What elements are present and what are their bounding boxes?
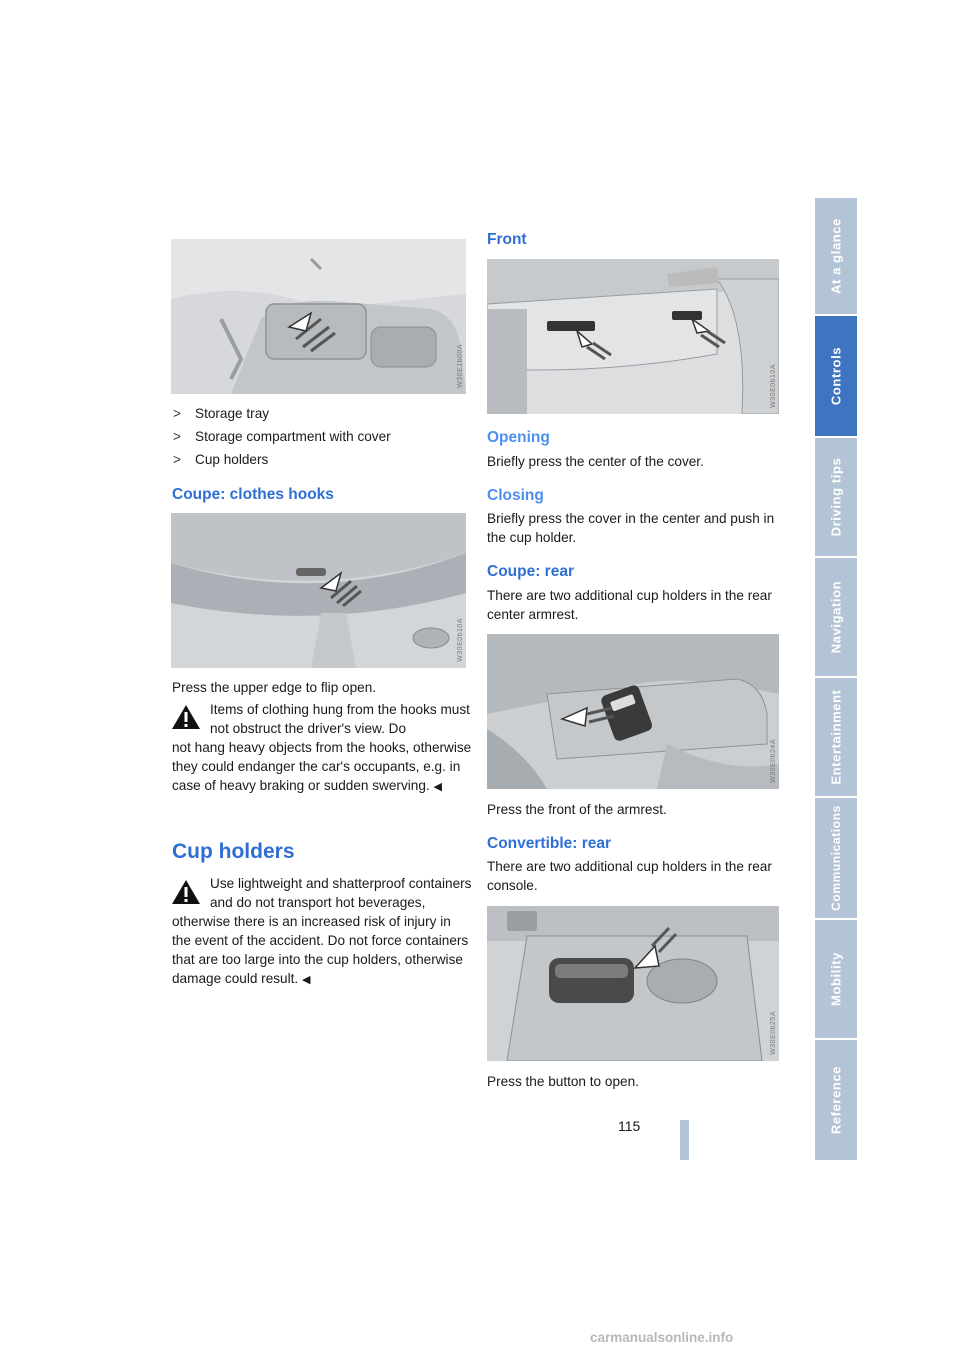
sidebar-tab-mobility[interactable]	[815, 920, 857, 1038]
sidebar-tab-reference[interactable]	[815, 1040, 857, 1160]
sidebar-tab-driving-tips[interactable]	[815, 438, 857, 556]
page-number-bar	[680, 1120, 689, 1160]
sidebar-tab-navigation[interactable]	[815, 558, 857, 676]
bullet-text: Cup holders	[195, 452, 269, 467]
image-code: W30E0b10A	[770, 364, 777, 408]
cup-holders-warning	[172, 874, 472, 990]
bullet-item	[173, 450, 463, 469]
front-heading: Front	[487, 231, 527, 248]
sidebar-tab-label: Controls	[828, 346, 844, 406]
coupe-rear-armrest-photo	[487, 634, 779, 789]
sidebar-tab-controls[interactable]	[815, 316, 857, 436]
sidebar-tab-communications[interactable]	[815, 798, 857, 918]
image-code: W30E0b24A	[770, 739, 777, 783]
storage-console-photo	[171, 239, 466, 394]
end-mark: ◀	[433, 781, 442, 793]
cup-holders-heading: Cup holders	[172, 840, 295, 863]
bullet-item	[173, 404, 463, 423]
section-heading: Coupe: clothes hooks	[172, 486, 334, 503]
convertible-rear-console-photo	[487, 906, 779, 1061]
sidebar-tab-label: Reference	[828, 1065, 844, 1135]
watermark: carmanualsonline.info	[590, 1330, 734, 1345]
bullet-mark: >	[173, 406, 181, 421]
front-cupholder-photo	[487, 259, 779, 414]
sidebar-tab-label: Navigation	[828, 580, 844, 654]
convertible-rear-caption: Press the button to open.	[487, 1074, 639, 1089]
warning-first-line: Use lightweight and shatterproof containers and do not transport hot beverages,	[210, 876, 472, 910]
convertible-rear-heading: Convertible: rear	[487, 835, 612, 852]
sidebar-tab-at-a-glance[interactable]	[815, 198, 857, 314]
sidebar-tab-entertainment[interactable]	[815, 678, 857, 796]
page-number: 115	[618, 1118, 641, 1134]
coupe-rear-caption: Press the front of the armrest.	[487, 802, 667, 817]
bullet-text: Storage compartment with cover	[195, 429, 391, 444]
bullet-mark: >	[173, 429, 181, 444]
bullet-mark: >	[173, 452, 181, 467]
sidebar-tab-label: Driving tips	[828, 457, 844, 537]
coupe-rear-text: There are two additional cup holders in the rear center armrest.	[487, 588, 772, 622]
sidebar-tab-label: At a glance	[828, 218, 844, 294]
sidebar-tab-label: Mobility	[828, 952, 844, 1006]
warning-first-line: Items of clothing hung from the hooks must not obstruct the driver's view. Do	[210, 702, 470, 736]
image-code: W30E0b10A	[457, 618, 464, 662]
opening-text: Briefly press the center of the cover.	[487, 454, 704, 469]
end-mark: ◀	[301, 974, 311, 986]
clothes-hooks-text: Press the upper edge to flip open.	[172, 680, 377, 695]
bullet-text: Storage tray	[195, 406, 270, 421]
opening-heading: Opening	[487, 429, 550, 446]
closing-heading: Closing	[487, 487, 544, 504]
convertible-rear-text: There are two additional cup holders in the rear console.	[487, 859, 772, 893]
clothes-hooks-warning	[172, 700, 472, 797]
warning-rest: not hang heavy objects from the hooks, otherwise they could endanger the car's occupants, e.g. in case of heavy braking or sudden swerving.	[172, 740, 472, 793]
closing-text: Briefly press the cover in the center and push in the cup holder.	[487, 511, 775, 545]
sidebar-tab-label: Entertainment	[828, 689, 844, 785]
coupe-rear-heading: Coupe: rear	[487, 563, 574, 580]
bullet-item	[173, 427, 463, 446]
clothes-hooks-photo	[171, 513, 466, 668]
image-code: W30E1b00A	[457, 344, 464, 388]
image-code: W30E0b25A	[770, 1011, 777, 1055]
sidebar-tab-label: Communications	[829, 805, 843, 911]
warning-rest: otherwise there is an increased risk of injury in the event of the accident. Do not force containers that are too large into the cup holders, otherwise damage could result.	[172, 914, 469, 986]
